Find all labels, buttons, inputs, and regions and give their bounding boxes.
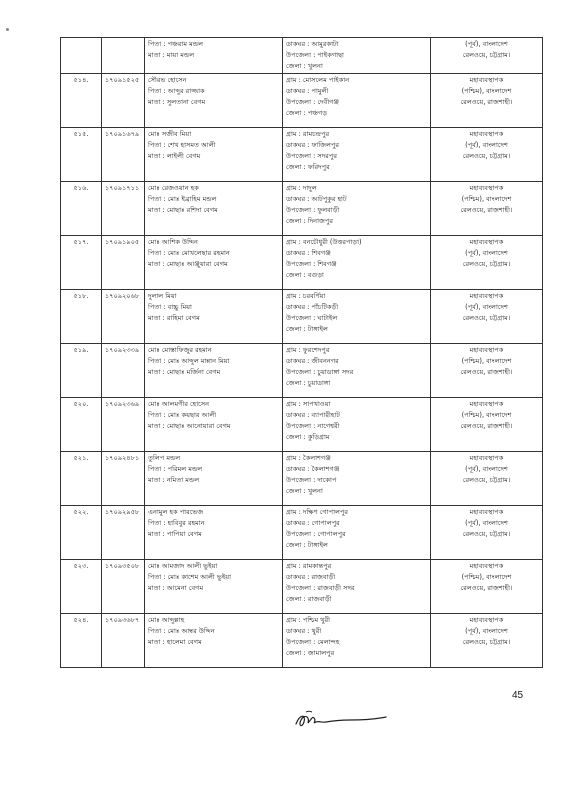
posting-line: রেলওয়ে, চট্টগ্রাম।	[462, 51, 511, 60]
address-line: জেলা : দিনাজপুর	[286, 217, 334, 226]
posting-line: (পূর্ব), বাংলাদেশ	[465, 626, 508, 635]
posting-line: মহাব্যবস্থাপক	[469, 345, 504, 354]
address-line: উপজেলা : সদরপুর	[286, 152, 337, 161]
mother-name: মাতা : পাপিয়া বেগম	[148, 530, 202, 539]
address-line: ডাকঘর : ব্যাপারীহাট	[286, 410, 340, 419]
mother-name: মাতা : হালেমা বেগম	[148, 638, 202, 647]
serial-number: ৫২০.	[73, 399, 89, 408]
candidate-name: মোঃ আশিক উদ্দিন	[148, 237, 198, 246]
address-line: ডাকঘর : পাঁচটিকড়ী	[286, 302, 339, 311]
roll-number: ১৭০৯২৩৬৯	[105, 399, 140, 408]
roll-cell	[102, 397, 145, 451]
candidate-name: সৌরভ হোসেন	[148, 75, 187, 84]
roll-cell	[102, 127, 145, 181]
name-cell	[145, 73, 283, 127]
candidate-name: এনামুল হক পারভেজ	[148, 507, 204, 516]
roll-cell	[102, 73, 145, 127]
address-cell	[283, 38, 431, 74]
address-line: গ্রাম : মোসলেম পাইকান	[286, 75, 350, 84]
signature-image	[292, 708, 392, 736]
address-cell	[283, 343, 431, 397]
roll-cell	[102, 343, 145, 397]
address-line: উপজেলা : দেবীগঞ্জ	[286, 98, 340, 107]
mother-name: মাতা : রাহিমা বেগম	[148, 314, 200, 323]
posting-line: মহাব্যবস্থাপক	[469, 399, 504, 408]
address-line: ডাকঘর : আটপুকুর হাট	[286, 194, 347, 203]
table-row	[61, 127, 543, 181]
serial-cell	[61, 505, 102, 559]
address-line: গ্রাম : ফুরশেদপুর	[286, 345, 330, 354]
posting-line: মহাব্যবস্থাপক	[469, 291, 504, 300]
table-row	[61, 73, 543, 127]
serial-number: ৫১৯.	[73, 345, 89, 354]
address-line: গ্রাম : রামচন্দ্রপুর	[286, 129, 330, 138]
address-line: উপজেলা : দাকোপ	[286, 476, 337, 485]
father-name: পিতা : মোঃ কাশেম আলী ভুইয়া	[148, 572, 232, 581]
posting-cell	[431, 505, 543, 559]
address-cell	[283, 181, 431, 235]
posting-line: রেলওয়ে, রাজশাহী।	[460, 368, 513, 377]
table-row	[61, 397, 543, 451]
address-line: জেলা : পঞ্চগড়	[286, 109, 328, 118]
address-line: ডাকঘর : পামুলী	[286, 86, 329, 95]
posting-line: (পশ্চিম), বাংলাদেশ	[461, 410, 512, 419]
posting-cell	[431, 73, 543, 127]
roll-number: ১৭০৯৩৬৮৭	[105, 615, 140, 624]
address-line: ডাকঘর : আমুরকাটা	[286, 40, 339, 48]
address-cell	[283, 397, 431, 451]
name-cell	[145, 505, 283, 559]
name-cell	[145, 451, 283, 505]
address-line: জেলা : চুয়াডাঙ্গা	[286, 379, 331, 388]
address-line: উপজেলা : শিবগঞ্জ	[286, 260, 337, 269]
address-cell	[283, 127, 431, 181]
posting-line: (পূর্ব), বাংলাদেশ	[465, 464, 508, 473]
candidate-table	[60, 37, 543, 668]
posting-line: মহাব্যবস্থাপক	[469, 237, 504, 246]
address-cell	[283, 289, 431, 343]
address-cell	[283, 559, 431, 613]
posting-line: (পশ্চিম), বাংলাদেশ	[461, 356, 512, 365]
name-cell	[145, 38, 283, 74]
candidate-name: তুলিপ মন্ডল	[148, 453, 181, 462]
address-line: জেলা : জামালপুর	[286, 649, 335, 658]
father-name: পিতা : মোঃ আব্দুল মান্নান মিয়া	[148, 356, 230, 365]
table-row	[61, 38, 543, 74]
posting-line: মহাব্যবস্থাপক	[469, 129, 504, 138]
posting-line: মহাব্যবস্থাপক	[469, 615, 504, 624]
address-line: গ্রাম : কৈলাশগঞ্জ	[286, 453, 331, 462]
name-cell	[145, 235, 283, 289]
address-line: গ্রাম : রামকান্তপুর	[286, 561, 332, 570]
table-row	[61, 181, 543, 235]
posting-line: রেলওয়ে, চট্টগ্রাম।	[462, 152, 511, 161]
serial-cell	[61, 343, 102, 397]
posting-cell	[431, 127, 543, 181]
roll-number: ১৭০৯১৭১১	[105, 183, 140, 192]
address-line: জেলা : বগুড়া	[286, 271, 324, 280]
serial-cell	[61, 397, 102, 451]
posting-cell	[431, 559, 543, 613]
table-row	[61, 289, 543, 343]
posting-line: (পশ্চিম), বাংলাদেশ	[461, 572, 512, 581]
roll-cell	[102, 613, 145, 667]
name-cell	[145, 559, 283, 613]
posting-line: মহাব্যবস্থাপক	[469, 561, 504, 570]
address-line: উপজেলা : নাগেশ্বরী	[286, 422, 340, 431]
father-name: পিতা : মোঃ মোখলেছার রহমান	[148, 248, 230, 257]
roll-number: ১৭০৯২৯৫৮	[105, 507, 140, 516]
posting-line: মহাব্যবস্থাপক	[469, 453, 504, 462]
roll-cell	[102, 451, 145, 505]
candidate-name: মোঃ মোস্তাফিজুর রহমান	[148, 345, 212, 354]
address-line: উপজেলা : গোপালপুর	[286, 530, 346, 539]
mother-name: মাতা : মোছাঃ আনোয়ারা বেগম	[148, 422, 231, 431]
serial-number: ৫১৪.	[73, 75, 89, 84]
father-name: পিতা : মোঃ আম্বর উদ্দিন	[148, 626, 215, 635]
address-line: উপজেলা : রাজবাড়ী সদর	[286, 584, 355, 593]
posting-cell	[431, 235, 543, 289]
posting-cell	[431, 397, 543, 451]
address-line: ডাকঘর : থুরী	[286, 626, 322, 635]
posting-line: (পশ্চিম), বাংলাদেশ	[461, 194, 512, 203]
posting-cell	[431, 613, 543, 667]
serial-number: ৫১৬.	[73, 183, 89, 192]
serial-cell	[61, 559, 102, 613]
posting-line: (পূর্ব), বাংলাদেশ	[465, 140, 508, 149]
candidate-name: মোঃ আব্দুল্লাহ	[148, 615, 185, 624]
name-cell	[145, 289, 283, 343]
posting-line: রেলওয়ে, চট্টগ্রাম।	[462, 314, 511, 323]
father-name: পিতা : হাবিবুর রহমান	[148, 518, 205, 527]
roll-cell	[102, 289, 145, 343]
roll-number: ১৭০৯২৪৮১	[105, 453, 140, 462]
address-line: গ্রাম : সাপখাওয়া	[286, 399, 331, 408]
posting-line: রেলওয়ে, রাজশাহী।	[460, 206, 513, 215]
posting-line: মহাব্যবস্থাপক	[469, 507, 504, 516]
serial-number: ৫২১.	[73, 453, 89, 462]
posting-cell	[431, 451, 543, 505]
serial-number: ৫২২.	[73, 507, 89, 516]
roll-cell	[102, 38, 145, 74]
table-row	[61, 505, 543, 559]
serial-cell	[61, 127, 102, 181]
roll-number: ১৭০৯১৬৭৯	[105, 129, 140, 138]
address-line: ডাকঘর : জীবননগর	[286, 356, 339, 365]
address-line: জেলা : রাজবাড়ী	[286, 595, 332, 604]
roll-cell	[102, 181, 145, 235]
address-cell	[283, 235, 431, 289]
address-line: ডাকঘর : ফাজিলপুর	[286, 140, 340, 149]
posting-cell	[431, 343, 543, 397]
father-name: পিতা : মোঃ ইব্রাহিম মন্ডল	[148, 194, 217, 203]
candidate-table-body	[61, 38, 543, 668]
address-line: উপজেলা : চুয়াডাঙ্গা সদর	[286, 368, 354, 377]
father-name: পিতা : বাচ্চু মিয়া	[148, 302, 192, 311]
address-line: জেলা : খুলনা	[286, 62, 323, 71]
posting-line: (পূর্ব), বাংলাদেশ	[465, 248, 508, 257]
mother-name: মাতা : লাইলী বেগম	[148, 152, 201, 161]
posting-line: রেলওয়ে, চট্টগ্রাম।	[462, 476, 511, 485]
serial-cell	[61, 73, 102, 127]
mother-name: মাতা : আমেনা বেগম	[148, 584, 204, 593]
roll-cell	[102, 559, 145, 613]
address-line: উপজেলা : পাইকগাছা	[286, 51, 344, 60]
name-cell	[145, 127, 283, 181]
posting-line: রেলওয়ে, রাজশাহী।	[460, 422, 513, 431]
address-line: জেলা : টাঙ্গাইল	[286, 325, 328, 334]
candidate-name: মোঃ আলমগীর হোসেন	[148, 399, 210, 408]
mother-name: মাতা : মোছাঃ মর্জিনা বেগম	[148, 368, 221, 377]
name-cell	[145, 181, 283, 235]
address-line: জেলা : খুলনা	[286, 487, 323, 496]
table-row	[61, 613, 543, 667]
address-line: উপজেলা : মেলান্দহ	[286, 638, 340, 647]
serial-cell	[61, 181, 102, 235]
posting-line: মহাব্যবস্থাপক	[469, 75, 504, 84]
name-cell	[145, 397, 283, 451]
serial-cell	[61, 613, 102, 667]
mother-name: মাতা : মোছাঃ আঞ্জুয়ারা বেগম	[148, 260, 228, 269]
address-cell	[283, 451, 431, 505]
roll-number: ১৭০৯২০৬৮	[105, 291, 140, 300]
posting-line: মহাব্যবস্থাপক	[469, 183, 504, 192]
serial-number: ৫২৩.	[73, 561, 89, 570]
name-cell	[145, 613, 283, 667]
address-line: ডাকঘর : কৈলাশগঞ্জ	[286, 464, 340, 473]
address-line: গ্রাম : বনচৌধুরী (উত্তরপাড়া)	[286, 237, 362, 246]
father-name: পিতা : পঞ্চরাম মন্ডল	[148, 40, 204, 48]
mother-name: মাতা : নমিতা মন্ডল	[148, 476, 200, 485]
address-cell	[283, 505, 431, 559]
posting-line: (পূর্ব), বাংলাদেশ	[465, 40, 508, 48]
address-line: জেলা : কুড়িগ্রাম	[286, 433, 330, 442]
address-line: জেলা : ফরিদপুর	[286, 163, 330, 172]
table-row	[61, 235, 543, 289]
address-line: ডাকঘর : গোপালপুর	[286, 518, 340, 527]
posting-line: (পূর্ব), বাংলাদেশ	[465, 518, 508, 527]
address-line: জেলা : টাঙ্গাইল	[286, 541, 328, 550]
candidate-name: মোঃ সজীব মিয়া	[148, 129, 192, 138]
candidate-name: দুলাল মিয়া	[148, 291, 177, 300]
candidate-name: মোঃ রেজওয়ান হক	[148, 183, 199, 192]
address-line: ডাকঘর : শিবগঞ্জ	[286, 248, 331, 257]
posting-line: রেলওয়ে, চট্টগ্রাম।	[462, 530, 511, 539]
father-name: পিতা : পরিমল মন্ডল	[148, 464, 203, 473]
serial-cell	[61, 235, 102, 289]
serial-number: ৫১৫.	[73, 129, 89, 138]
table-row	[61, 559, 543, 613]
address-line: গ্রাম : পশ্চিম থুরী	[286, 615, 331, 624]
name-cell	[145, 343, 283, 397]
address-cell	[283, 73, 431, 127]
posting-line: রেলওয়ে, চট্টগ্রাম।	[462, 260, 511, 269]
address-line: উপজেলা : ঘাটাইল	[286, 314, 338, 323]
serial-cell	[61, 289, 102, 343]
posting-line: রেলওয়ে, রাজশাহী।	[460, 584, 513, 593]
mother-name: মাতা : মায়া মন্ডল	[148, 51, 195, 60]
address-line: ডাকঘর : রাজবাড়ী	[286, 572, 336, 581]
posting-cell	[431, 181, 543, 235]
address-line: উপজেলা : ফুলবাড়ী	[286, 206, 340, 215]
serial-cell	[61, 38, 102, 74]
page-number: 45	[512, 690, 524, 701]
roll-number: ১৭০৯৩৫০৮	[105, 561, 140, 570]
posting-line: রেলওয়ে, রাজশাহী।	[460, 98, 513, 107]
father-name: পিতা : আব্দুর রাজ্জাক	[148, 86, 205, 95]
serial-number: ৫১৭.	[73, 237, 89, 246]
table-row	[61, 451, 543, 505]
serial-cell	[61, 451, 102, 505]
roll-number: ১৭০৯১৫২৫	[105, 75, 140, 84]
candidate-name: মোঃ আমজাদ আলী ভুইয়া	[148, 561, 218, 570]
mother-name: মাতা : সুলতানা বেগম	[148, 98, 206, 107]
serial-number: ৫১৮.	[73, 291, 89, 300]
posting-line: (পশ্চিম), বাংলাদেশ	[461, 86, 512, 95]
serial-number: ৫২৪.	[73, 615, 89, 624]
mother-name: মাতা : মোছাঃ রশিদা বেগম	[148, 206, 218, 215]
posting-line: (পূর্ব), বাংলাদেশ	[465, 302, 508, 311]
roll-number: ১৭০৯২৩৩৯	[105, 345, 140, 354]
address-line: গ্রাম : চরবর্ণিয়া	[286, 291, 326, 300]
address-line: গ্রাম : দক্ষিণ গোপালপুর	[286, 507, 349, 516]
roll-cell	[102, 235, 145, 289]
posting-cell	[431, 289, 543, 343]
address-cell	[283, 613, 431, 667]
address-line: গ্রাম : দাদুল	[286, 183, 317, 192]
roll-number: ১৭০৯১৯০৫	[105, 237, 140, 246]
posting-cell	[431, 38, 543, 74]
roll-cell	[102, 505, 145, 559]
scan-dot	[6, 28, 9, 31]
father-name: পিতা : শেখ হাসমত আলী	[148, 140, 216, 149]
father-name: পিতা : মোঃ কয়ছার আলী	[148, 410, 217, 419]
posting-line: রেলওয়ে, চট্টগ্রাম।	[462, 638, 511, 647]
table-row	[61, 343, 543, 397]
